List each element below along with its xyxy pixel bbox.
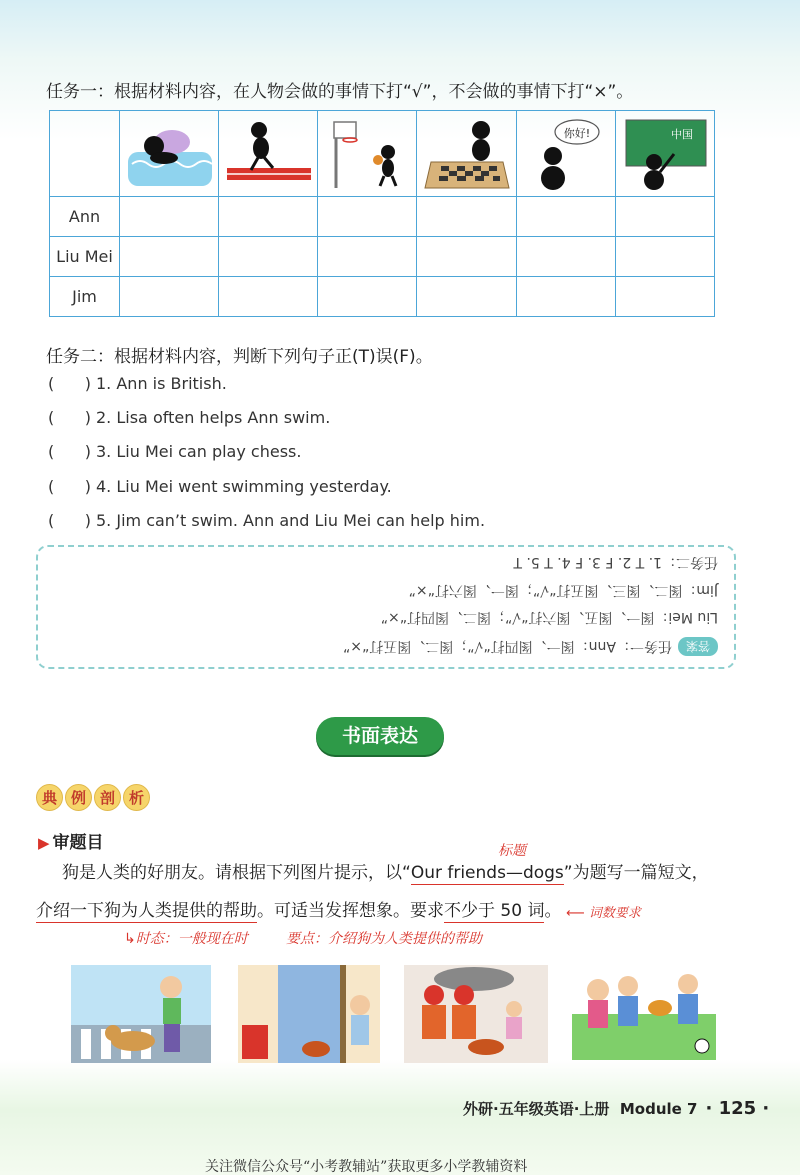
answer-line-3: Jim：图二、图三、图五打“√”；图一、图六打“×” — [408, 582, 718, 598]
answer-cell[interactable] — [318, 197, 417, 237]
answer-cell[interactable] — [120, 237, 219, 277]
answer-cell[interactable] — [120, 277, 219, 317]
tf-question-4: ( ) 4. Liu Mei went swimming yesterday. — [48, 477, 392, 496]
burglar-dog-picture — [238, 965, 380, 1063]
prompt-line-2: 介绍一下狗为人类提供的帮助。可适当发挥想象。要求不少于 50 词。 — [36, 901, 562, 921]
answer-line-1: 答案任务一：Ann：图一、图四打“√”；图二、图五打“×” — [343, 637, 718, 657]
note-key: 要点：介绍狗为人类提供的帮助 — [286, 931, 482, 947]
tf-question-5: ( ) 5. Jim can’t swim. Ann and Liu Mei can help him. — [48, 511, 486, 530]
task2-title: 任务二：根据材料内容，判断下列句子正(T)误(F)。 — [46, 347, 433, 367]
topic-underline: Our friends—dogs — [410, 863, 564, 883]
bottom-note: 关注微信公众号“小考教辅站”获取更多小学教辅资料 — [205, 1159, 528, 1175]
answer-cell[interactable] — [120, 197, 219, 237]
answer-cell[interactable] — [417, 237, 516, 277]
answer-cell[interactable] — [219, 197, 318, 237]
length-underline: 不少于 50 词 — [444, 901, 545, 921]
answer-cell[interactable] — [318, 277, 417, 317]
greeting-picture — [516, 111, 615, 197]
note-tense: ↳时态：一般现在时 — [124, 931, 248, 947]
note-title: 标题 — [498, 843, 526, 859]
answer-cell[interactable] — [615, 277, 714, 317]
answer-cell[interactable] — [516, 197, 615, 237]
speech-bubble-text: 你好! — [563, 126, 590, 140]
answer-line-2: Liu Mei：图一、图五、图六打“√”；图二、图四打“×” — [380, 609, 718, 625]
answer-cell[interactable] — [417, 277, 516, 317]
note-words: ⟵ 词数要求 — [566, 906, 641, 921]
section-banner: 书面表达 — [316, 717, 444, 755]
prompt-line-1: 狗是人类的好朋友。请根据下列图片提示，以“Our friends—dogs”为题写一篇短文， — [62, 863, 709, 883]
answer-cell[interactable] — [615, 197, 714, 237]
guide-dog-picture — [71, 965, 211, 1063]
corner-cell — [50, 111, 120, 197]
answer-cell[interactable] — [516, 237, 615, 277]
rescue-dog-picture — [404, 965, 548, 1063]
task1-title: 任务一：根据材料内容，在人物会做的事情下打“√”，不会做的事情下打“×”。 — [46, 82, 634, 102]
answer-cell[interactable] — [417, 197, 516, 237]
answer-box — [36, 545, 736, 669]
triangle-icon: ▶ — [38, 834, 50, 852]
ability-table — [49, 110, 715, 317]
answer-upside-down — [38, 547, 734, 667]
answer-cell[interactable] — [219, 237, 318, 277]
name-ann: Ann — [50, 197, 120, 237]
answer-badge: 答案 — [678, 637, 718, 656]
answer-cell[interactable] — [516, 277, 615, 317]
pet-dog-picture — [572, 962, 716, 1060]
run-picture — [219, 111, 318, 197]
swim-picture — [120, 111, 219, 197]
keypoint-underline: 介绍一下狗为人类提供的帮助 — [36, 901, 257, 921]
chinese-picture — [615, 111, 714, 197]
answer-cell[interactable] — [615, 237, 714, 277]
section-label: ▶ 审题目 — [38, 833, 104, 853]
page-number: · 125 · — [705, 1098, 770, 1119]
answer-line-4: 任务二：1. T 2. F 3. F 4. T 5. T — [513, 554, 718, 570]
basketball-picture — [318, 111, 417, 197]
answer-cell[interactable] — [318, 237, 417, 277]
tf-question-1: ( ) 1. Ann is British. — [48, 374, 227, 393]
tf-question-2: ( ) 2. Lisa often helps Ann swim. — [48, 408, 331, 427]
name-jim: Jim — [50, 277, 120, 317]
board-text: 中国 — [670, 127, 693, 141]
tf-question-3: ( ) 3. Liu Mei can play chess. — [48, 442, 302, 461]
example-badge: 典 例 剖 析 — [36, 784, 150, 811]
answer-cell[interactable] — [219, 277, 318, 317]
chess-picture — [417, 111, 516, 197]
name-liu-mei: Liu Mei — [50, 237, 120, 277]
page-footer: 外研·五年级英语·上册 Module 7 · 125 · — [463, 1098, 770, 1119]
